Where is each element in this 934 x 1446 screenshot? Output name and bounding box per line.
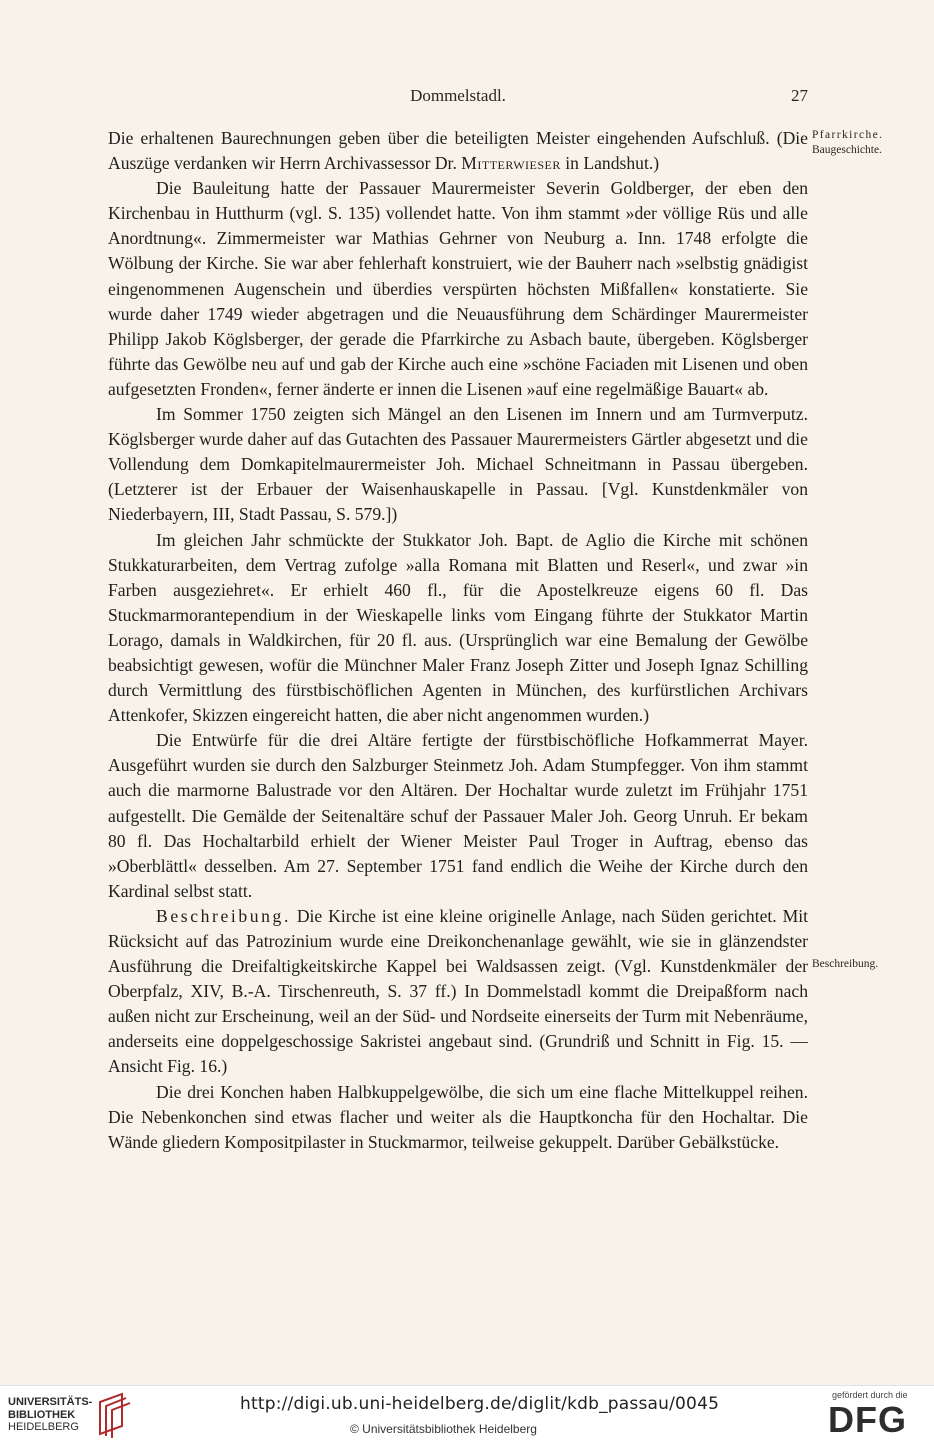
running-title: Dommelstadl. xyxy=(410,86,506,105)
paragraph-1: Die erhaltenen Baurechnungen geben über die beteiligten Meister eingehenden Aufschluß. (Die Auszüge verdanken wir Herrn Archivassessor Dr. Mitterwieser in Landshut.) xyxy=(108,128,808,174)
paragraph-7: Die drei Konchen haben Halbkuppelgewölbe, die sich um eine flache Mittelkuppel reihen. Die Nebenkonchen sind etwas flacher und weiter als die Hauptkoncha für den Hochaltar. Die Wände gliedern Kompositpilaster in Stuckmarmor, teilweise gekuppelt. Darüber Gebälkstücke. xyxy=(108,1081,808,1152)
page-header xyxy=(108,86,808,110)
margin-note-baugeschichte: Pfarrkirche. Baugeschichte. xyxy=(812,129,884,156)
paragraph-2: Die Bauleitung hatte der Passauer Maurermeister Severin Goldberger, der eben den Kirchenbau in Hutthurm (vgl. S. 135) vollendet hatte. Von ihm stammt »der völlige Rüs und alle Anordtnung«. Zimmermeister war Mathias Gehrner von Neuburg a. Inn. 1748 erfolgte die Wölbung der Kirche. Sie war aber fehlerhaft konstruiert, wie der Bauherr nach »selbstig gnädigist eingenommenen Augenschein und überdies verspürten höchsten Mißfallen« konstatierte. Sie wurde daher 1749 wieder abgetragen und die Neuausführung dem Schärdinger Maurermeister Philipp Jakob Köglsberger, der gerade die Pfarrkirche zu Asbach baute, übergeben. Köglsberger führte das Gewölbe neu auf und gab der Kirche auch eine »schöne Faciaden mit Lisenen und oben aufgesetzten Fronden«, ferner änderte er innen die Lisenen »auf eine regelmäßige Bauart« ab. xyxy=(108,178,808,399)
paragraph-4: Im gleichen Jahr schmückte der Stukkator Joh. Bapt. de Aglio die Kirche mit schönen Stukkaturarbeiten, dem Vertrag zufolge »alla Romana mit Blatten und Reserl«, und zwar »in Farben ausgeziehret«. Er erhielt 460 fl., für die Apostelkreuze eigens 60 fl. Das Stuckmarmorantependium in der Wieskapelle links vom Eingang führte der Stukkator Martin Lorago, damals in Waldkirchen, für 20 fl. aus. (Ursprünglich war eine Bemalung der Gewölbe beabsichtigt gewesen, wofür die Münchner Maler Franz Joseph Zitter und Joseph Ignaz Schilling durch Vermittlung des fürstbischöflichen Agenten in München, des kurfürstlichen Archivars Attenkofer, Skizzen eingereicht hatten, die aber nicht angenommen wurden.) xyxy=(108,529,808,726)
paragraph-5: Die Entwürfe für die drei Altäre fertigte der fürstbischöfliche Hofkammerrat Mayer. Ausgeführt wurden sie durch den Salzburger Steinmetz Joh. Adam Stumpfegger. Von ihm stammt auch die marmorne Balustrade vor den Altären. Der Hochaltar wurde zuletzt im Frühjahr 1751 aufgestellt. Die Gemälde der Seitenaltäre schuf der Passauer Maler Joh. Georg Unruh. Er bekam 80 fl. Das Hochaltarbild erhielt der Wiener Meister Paul Troger in Auftrag, ebenso das »Oberblättl« desselben. Am 27. September 1751 fand endlich die Weihe der Kirche durch den Kardinal selbst statt. xyxy=(108,730,808,901)
author-name: Mitterwieser xyxy=(461,153,561,174)
dfg-logo: DFG xyxy=(828,1399,907,1440)
body-text xyxy=(108,126,808,1155)
page-number: 27 xyxy=(791,86,808,105)
library-logo-text[interactable]: UNIVERSITÄTS- BIBLIOTHEK HEIDELBERG xyxy=(8,1396,93,1433)
section-lead: Beschreibung. xyxy=(156,905,291,926)
funding-label: gefördert durch die xyxy=(832,1390,908,1400)
paragraph-6: Beschreibung. Die Kirche ist eine kleine originelle Anlage, nach Süden gerichtet. Mit Rücksicht auf das Patrozinium wurde eine Dreikonchenanlage gewählt, wie sie in glänzendster Ausführung die Dreifaltigkeitskirche Kappel bei Waldsassen zeigt. (Vgl. Kunstdenkmäler der Oberpfalz, XIV, B.-A. Tirschenreuth, S. 37 ff.) In Dommelstadl kommt die Dreipaßform nach außen nicht zur Erscheinung, weil an der Süd- und Nordseite einerseits der Turm mit Nebenräume, anderseits eine doppelgeschossige Sakristei angebaut sind. (Grundriß und Schnitt in Fig. 15. — Ansicht Fig. 16.) xyxy=(108,905,808,1077)
paragraph-3: Im Sommer 1750 zeigten sich Mängel an den Lisenen im Innern und am Turmverputz. Köglsberger wurde daher auf das Gutachten des Passauer Maurermeisters Gärtler abgesetzt und die Vollendung dem Domkapitelmaurermeister Joh. Michael Schneitmann in Passau übergeben. (Letzterer ist der Erbauer der Waisenhauskapelle in Passau. [Vgl. Kunstdenkmäler von Niederbayern, III, Stadt Passau, S. 579.]) xyxy=(108,404,808,525)
footer-bar xyxy=(0,1385,934,1446)
margin-note-beschreibung: Beschreibung. xyxy=(812,958,879,970)
copyright-notice: © Universitätsbibliothek Heidelberg xyxy=(350,1422,537,1436)
library-logo-icon xyxy=(92,1390,132,1440)
permalink-url[interactable]: http://digi.ub.uni-heidelberg.de/diglit/kdb_passau/0045 xyxy=(240,1394,720,1414)
